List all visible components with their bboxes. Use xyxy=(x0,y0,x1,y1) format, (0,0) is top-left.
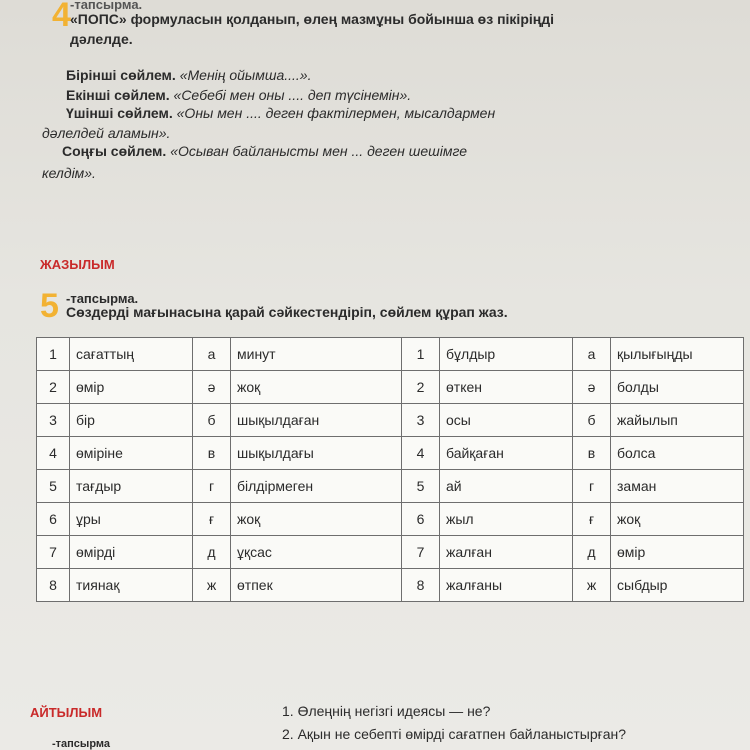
cell-left-word: тағдыр xyxy=(70,470,193,503)
task-number-4: 4 xyxy=(52,0,71,34)
task-number-5: 5 xyxy=(40,287,59,325)
sentence-2 xyxy=(66,86,411,105)
cell-left-word: тиянақ xyxy=(70,569,193,602)
cell-right-word: өткен xyxy=(440,371,573,404)
cell-left-letter: ә xyxy=(193,371,231,404)
cell-left-letter: ж xyxy=(193,569,231,602)
cell-middle-word: өтпек xyxy=(231,569,402,602)
cell-left-word: өмірді xyxy=(70,536,193,569)
cell-right-letter: г xyxy=(573,470,611,503)
cell-right-letter: ғ xyxy=(573,503,611,536)
sentence-1 xyxy=(66,66,311,85)
section-heading-speaking: АЙТЫЛЫМ xyxy=(30,705,103,720)
sentence-3-continued: дәлелдей аламын». xyxy=(42,125,171,141)
cell-left-number: 1 xyxy=(37,338,70,371)
cell-far-right-word: жайылып xyxy=(611,404,744,437)
cell-right-letter: ә xyxy=(573,371,611,404)
task5-instruction: Сөздерді мағынасына қарай сәйкестендіріп, сөйлем құрап жаз. xyxy=(66,304,508,320)
cell-far-right-word: қылығыңды xyxy=(611,338,744,371)
cell-middle-word: ұқсас xyxy=(231,536,402,569)
task4-label: -тапсырма. xyxy=(70,0,143,12)
cell-far-right-word: заман xyxy=(611,470,744,503)
cell-left-number: 5 xyxy=(37,470,70,503)
cell-right-letter: а xyxy=(573,338,611,371)
cell-middle-word: минут xyxy=(231,338,402,371)
cell-far-right-word: болса xyxy=(611,437,744,470)
cell-left-letter: ғ xyxy=(193,503,231,536)
cell-left-letter: г xyxy=(193,470,231,503)
sentence-4-label: Соңғы сөйлем. xyxy=(62,143,167,159)
cell-right-word: ай xyxy=(440,470,573,503)
table-row xyxy=(37,503,744,536)
cell-right-word: жалған xyxy=(440,536,573,569)
cell-left-number: 3 xyxy=(37,404,70,437)
table-row xyxy=(37,470,744,503)
cell-left-word: бір xyxy=(70,404,193,437)
table-row xyxy=(37,404,744,437)
cell-right-word: бұлдыр xyxy=(440,338,573,371)
cell-middle-word: жоқ xyxy=(231,371,402,404)
cell-right-number: 5 xyxy=(402,470,440,503)
sentence-2-text: «Себебі мен оны .... деп түсінемін». xyxy=(173,87,412,103)
cell-left-word: ұры xyxy=(70,503,193,536)
cell-right-word: байқаған xyxy=(440,437,573,470)
cell-left-letter: а xyxy=(193,338,231,371)
cell-right-letter: д xyxy=(573,536,611,569)
cell-left-word: сағаттың xyxy=(70,338,193,371)
section-heading-writing: ЖАЗЫЛЫМ xyxy=(40,257,115,272)
cell-right-number: 1 xyxy=(402,338,440,371)
cell-far-right-word: сыбдыр xyxy=(611,569,744,602)
cell-left-letter: в xyxy=(193,437,231,470)
cell-left-number: 8 xyxy=(37,569,70,602)
cell-middle-word: білдірмеген xyxy=(231,470,402,503)
table-row xyxy=(37,338,744,371)
task4-instruction-line1: «ПОПС» формуласын қолданып, өлең мазмұны бойынша өз пікіріңді xyxy=(70,11,554,27)
task4-instruction-line2: дәлелде. xyxy=(70,31,133,47)
cell-right-letter: б xyxy=(573,404,611,437)
sentence-4 xyxy=(62,142,467,161)
cell-right-number: 7 xyxy=(402,536,440,569)
cell-right-number: 4 xyxy=(402,437,440,470)
sentence-3-text: «Оны мен .... деген фактілермен, мысалдармен xyxy=(176,105,496,121)
cell-left-word: өмір xyxy=(70,371,193,404)
question-2: 2. Ақын не себепті өмірді сағатпен байланыстырған? xyxy=(282,726,627,742)
cell-right-word: осы xyxy=(440,404,573,437)
cell-far-right-word: өмір xyxy=(611,536,744,569)
cell-right-letter: ж xyxy=(573,569,611,602)
table-row xyxy=(37,371,744,404)
cell-right-letter: в xyxy=(573,437,611,470)
sentence-3-label: Үшінші сөйлем. xyxy=(66,105,173,121)
cell-middle-word: шықылдағы xyxy=(231,437,402,470)
question-1: 1. Өлеңнің негізгі идеясы — не? xyxy=(282,703,491,719)
cell-far-right-word: болды xyxy=(611,371,744,404)
table-row xyxy=(37,569,744,602)
cell-right-word: жыл xyxy=(440,503,573,536)
sentence-3 xyxy=(66,104,495,123)
table-row xyxy=(37,437,744,470)
cell-right-number: 3 xyxy=(402,404,440,437)
cell-right-word: жалғаны xyxy=(440,569,573,602)
cell-middle-word: шықылдаған xyxy=(231,404,402,437)
task5-label: -тапсырма. xyxy=(66,291,139,306)
cell-right-number: 6 xyxy=(402,503,440,536)
cell-left-number: 6 xyxy=(37,503,70,536)
cell-left-word: өміріне xyxy=(70,437,193,470)
matching-table xyxy=(36,337,744,602)
sentence-1-label: Бірінші сөйлем. xyxy=(66,67,176,83)
cell-left-number: 4 xyxy=(37,437,70,470)
sentence-1-text: «Менің ойымша....». xyxy=(179,67,312,83)
cell-right-number: 8 xyxy=(402,569,440,602)
table-row xyxy=(37,536,744,569)
task6-label: -тапсырма xyxy=(52,738,111,750)
cell-far-right-word: жоқ xyxy=(611,503,744,536)
cell-middle-word: жоқ xyxy=(231,503,402,536)
cell-left-number: 7 xyxy=(37,536,70,569)
sentence-4-text: «Осыван байланысты мен ... деген шешімге xyxy=(170,143,467,159)
cell-left-number: 2 xyxy=(37,371,70,404)
cell-left-letter: д xyxy=(193,536,231,569)
cell-right-number: 2 xyxy=(402,371,440,404)
sentence-2-label: Екінші сөйлем. xyxy=(66,87,170,103)
cell-left-letter: б xyxy=(193,404,231,437)
sentence-4-continued: келдім». xyxy=(42,165,96,181)
